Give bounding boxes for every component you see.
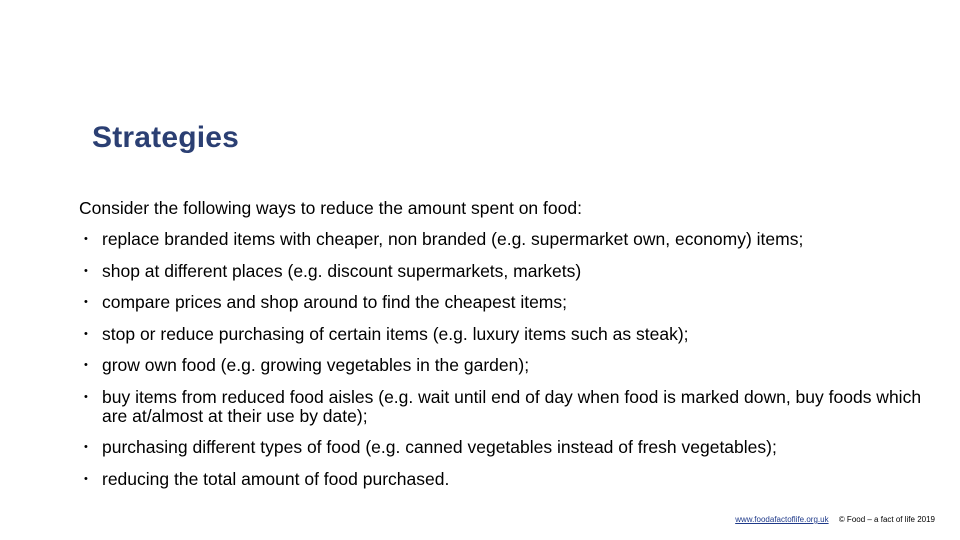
list-item [84,356,924,375]
list-item-text: reducing the total amount of food purchased. [102,468,450,489]
list-item [84,438,924,457]
list-item [84,388,924,426]
bullet-icon: • [84,472,88,485]
slide-title: Strategies [92,121,240,154]
list-item [84,262,924,281]
bullet-icon: • [84,359,88,371]
list-item [84,230,924,249]
bullet-icon: • [84,441,88,453]
list-item [84,293,924,312]
bullet-icon: • [84,233,88,245]
list-item-text: purchasing different types of food (e.g. canned vegetables instead of fresh vegetables); [102,437,777,457]
intro-text: Consider the following ways to reduce the amount spent on food: [79,198,582,218]
list-item-text: shop at different places (e.g. discount supermarkets, markets) [102,260,582,281]
list-item-text: buy items from reduced food aisles (e.g. wait until end of day when food is marked down, buy foods which are at/almost at their use by date); [102,386,922,426]
list-item-text: replace branded items with cheaper, non branded (e.g. supermarket own, economy) items; [102,229,804,249]
list-item-text: stop or reduce purchasing of certain items (e.g. luxury items such as steak); [102,323,689,344]
copyright-text: © Food – a fact of life 2019 [838,515,935,524]
website-link[interactable]: www.foodafactoflife.org.uk [735,515,829,524]
strategy-list [84,230,924,501]
list-item-text: grow own food (e.g. growing vegetables in the garden); [102,355,530,375]
footer [735,515,935,524]
list-item [84,470,924,489]
list-item-text: compare prices and shop around to find the cheapest items; [102,292,567,312]
bullet-icon: • [84,296,88,308]
bullet-icon: • [84,390,88,403]
bullet-icon: • [84,327,88,340]
list-item [84,325,924,344]
bullet-icon: • [84,264,88,277]
